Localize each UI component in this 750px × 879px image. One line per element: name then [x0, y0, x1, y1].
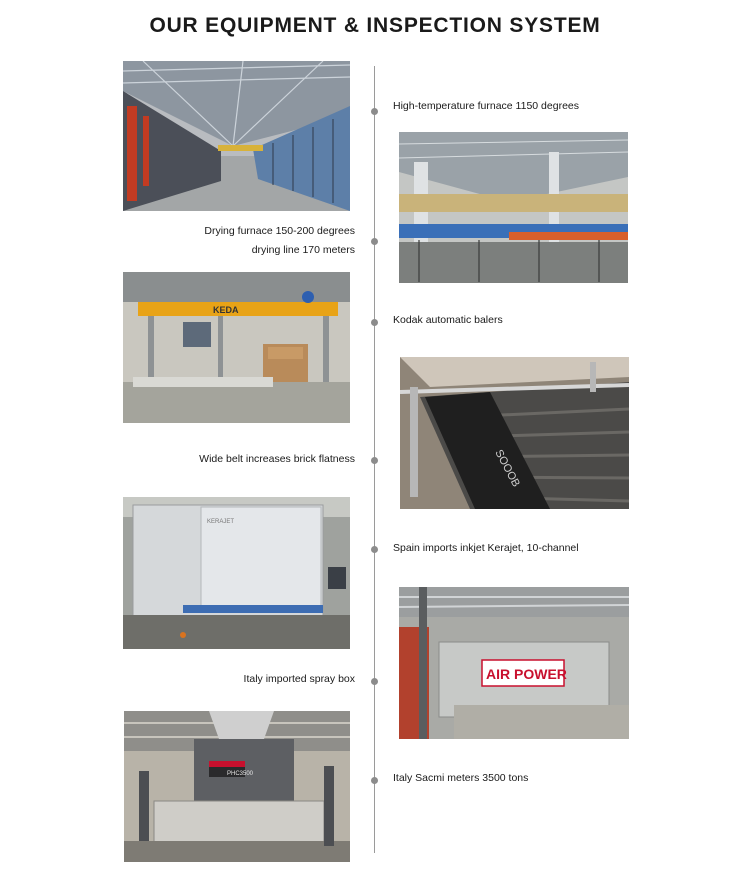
page-title: OUR EQUIPMENT & INSPECTION SYSTEM: [149, 14, 601, 37]
baler-brand-text: KEDA: [213, 305, 239, 315]
timeline-dot: [371, 678, 378, 685]
caption-sacmi-press: Italy Sacmi meters 3500 tons: [393, 772, 529, 784]
inkjet-photo: [123, 497, 350, 649]
spray-brand-left-text: AIR: [486, 666, 511, 682]
baler-photo: [123, 272, 350, 423]
caption-drying-furnace-line2: drying line 170 meters: [251, 244, 355, 256]
belt-brand-text: SOOOB: [492, 447, 522, 490]
timeline-dot: [371, 777, 378, 784]
timeline-dot: [371, 319, 378, 326]
spray-box-photo: [399, 587, 629, 739]
caption-spray-box: Italy imported spray box: [243, 673, 355, 685]
press-label-text: PHC3500: [227, 771, 254, 777]
caption-high-temp-furnace: High-temperature furnace 1150 degrees: [393, 100, 580, 112]
timeline-dot: [371, 546, 378, 553]
caption-drying-furnace: [204, 222, 355, 260]
timeline-dot: [371, 457, 378, 464]
caption-balers: Kodak automatic balers: [393, 314, 503, 326]
drying-furnace-photo: [399, 132, 628, 283]
timeline-dot: [371, 108, 378, 115]
kiln-hall-photo: [123, 61, 350, 211]
caption-wide-belt: Wide belt increases brick flatness: [199, 453, 355, 465]
caption-drying-furnace-line1: Drying furnace 150-200 degrees: [204, 225, 355, 237]
spray-brand-right-text: POWER: [514, 666, 567, 682]
inkjet-brand-text: KERAJET: [207, 519, 235, 525]
sacmi-press-photo: [124, 711, 350, 862]
timeline-dot: [371, 238, 378, 245]
wide-belt-photo: [400, 357, 629, 509]
caption-inkjet: Spain imports inkjet Kerajet, 10-channel: [393, 542, 579, 554]
